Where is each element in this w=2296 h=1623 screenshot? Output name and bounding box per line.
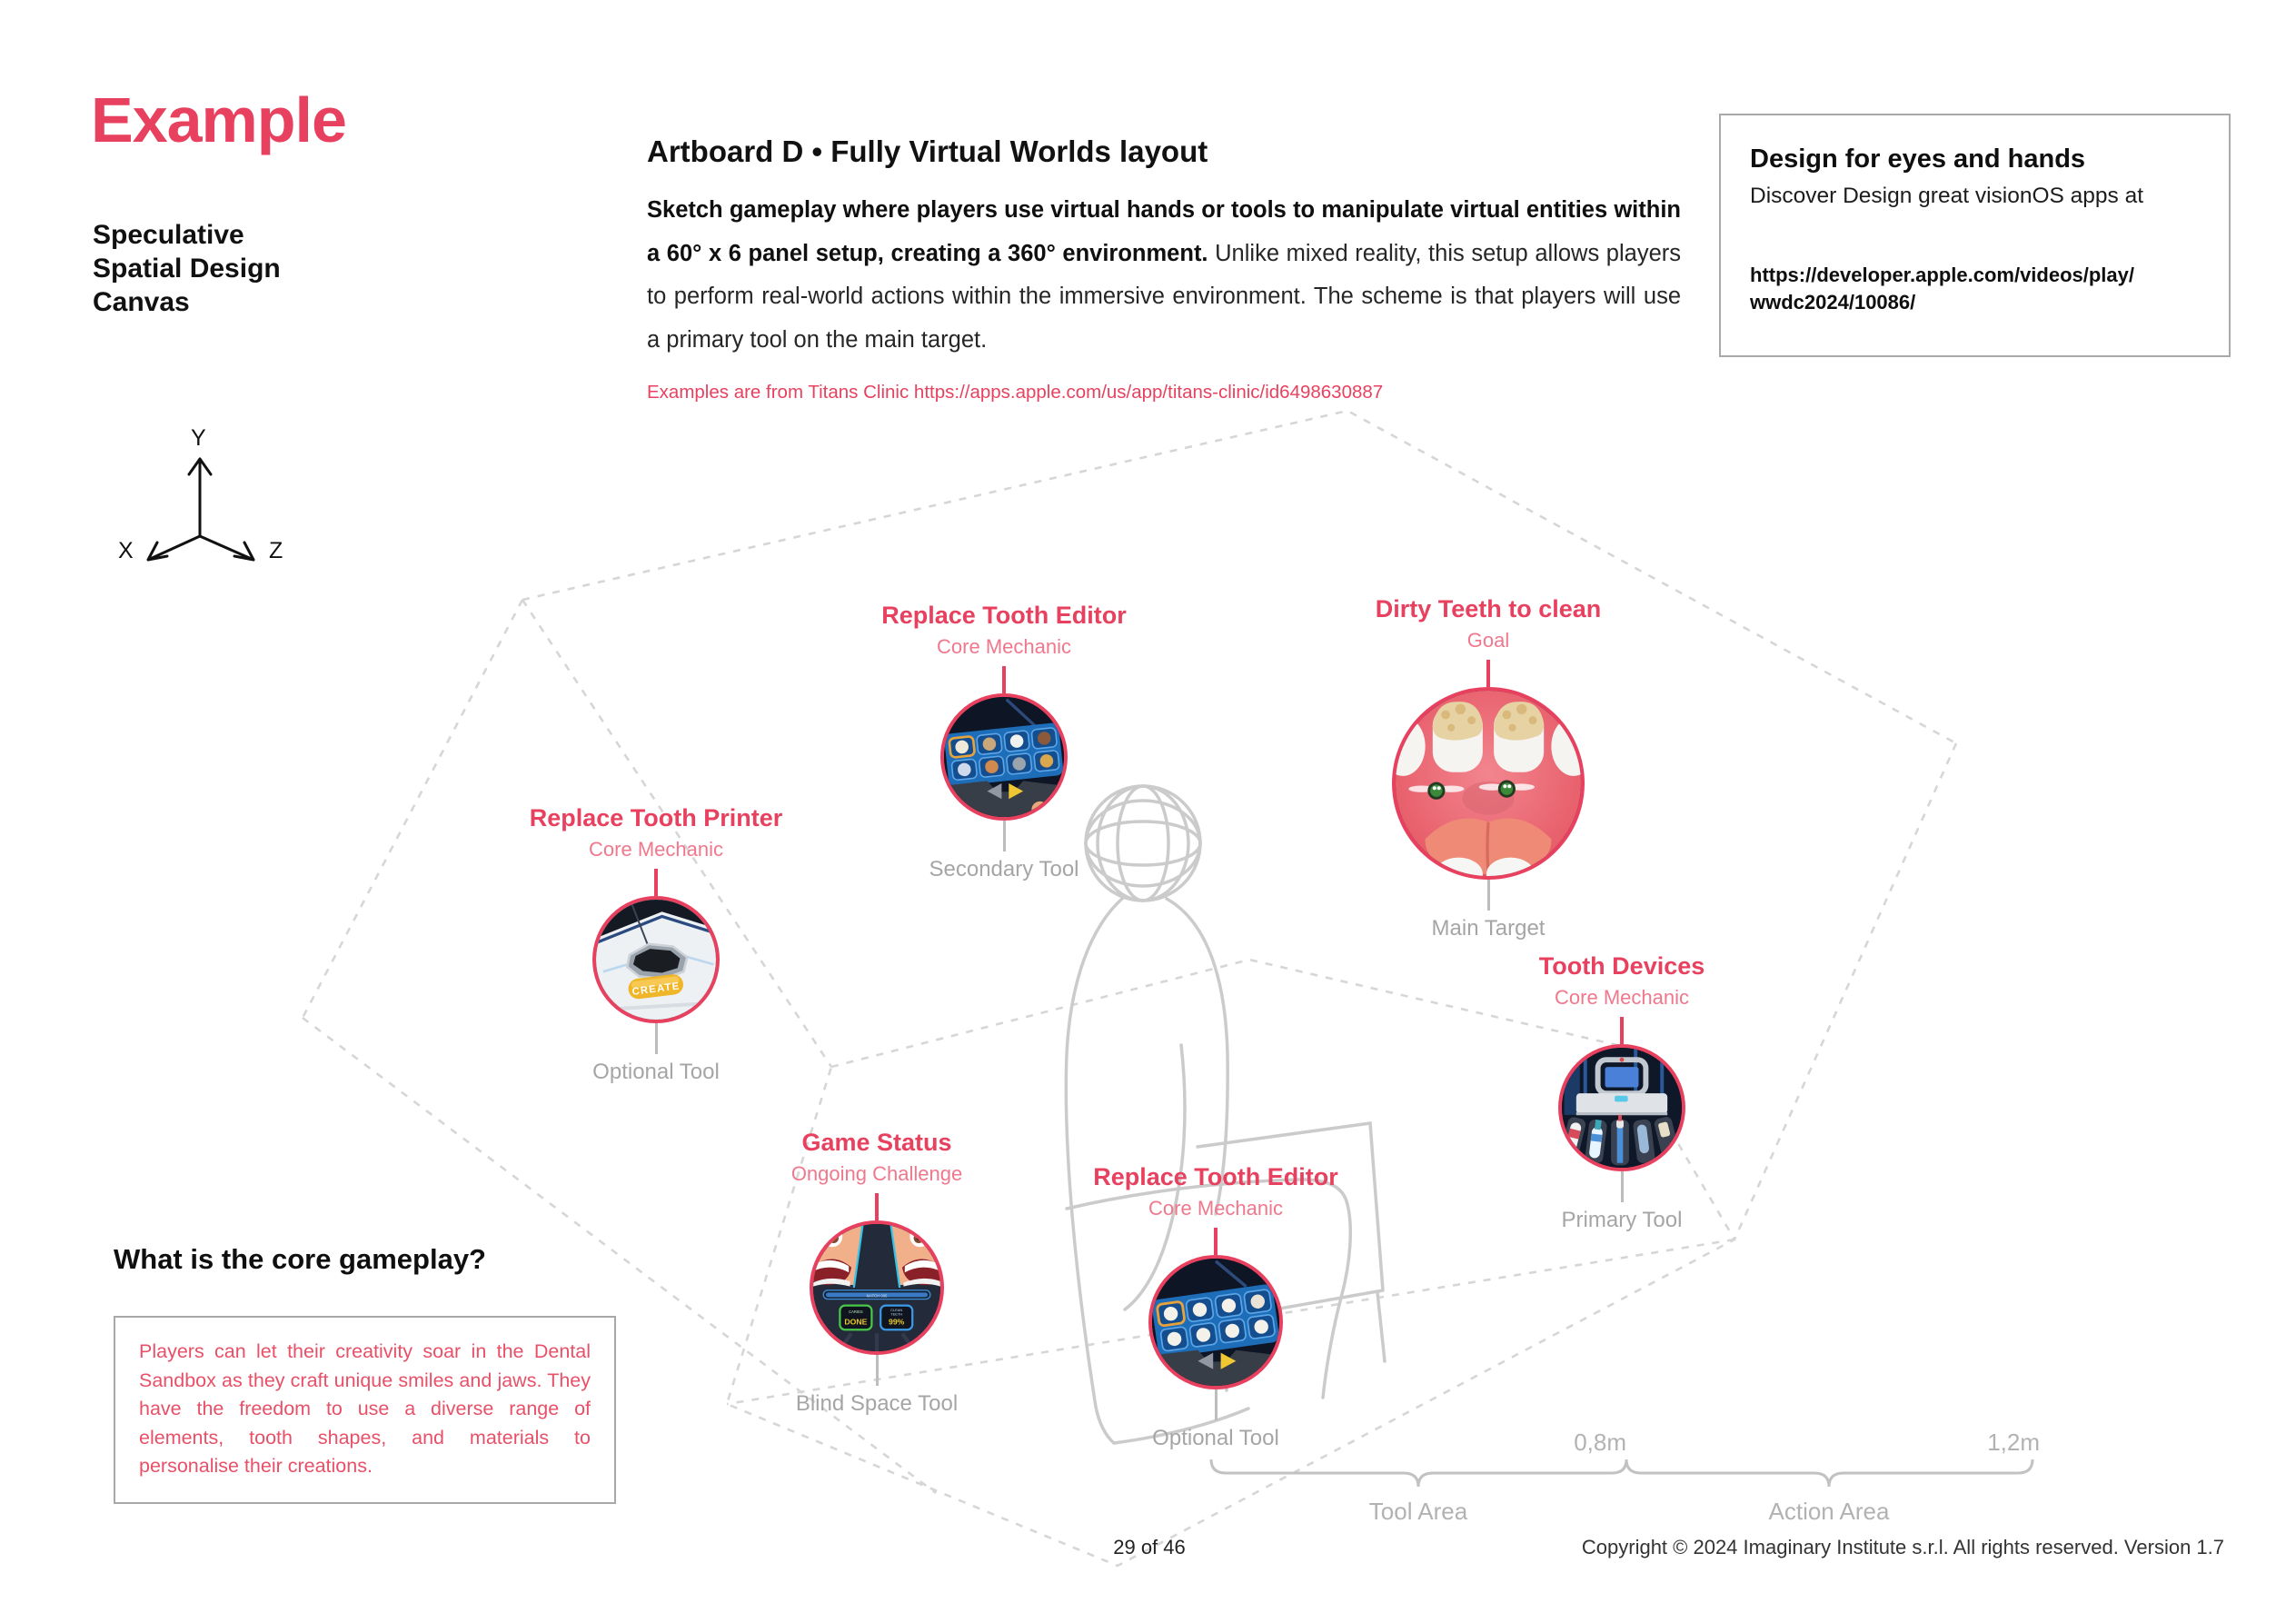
callout-subtitle: Core Mechanic bbox=[1555, 986, 1689, 1009]
callout-subtitle: Core Mechanic bbox=[937, 635, 1071, 658]
callout-title: Dirty Teeth to clean bbox=[1375, 595, 1602, 622]
callout-role: Main Target bbox=[1431, 916, 1546, 941]
callout-game-status bbox=[704, 1129, 1049, 1417]
connector-gray bbox=[1621, 1171, 1624, 1202]
tooth-tray-illustration bbox=[944, 697, 1064, 817]
status-panel-illustration bbox=[813, 1224, 940, 1351]
tool-area-width: 0,8m bbox=[1574, 1429, 1626, 1456]
connector-gray bbox=[655, 1023, 658, 1054]
info-box-link-line1[interactable]: https://developer.apple.com/videos/play/ bbox=[1750, 264, 2135, 286]
brand-subtitle-line2: Spatial Design bbox=[93, 254, 281, 284]
callout-title: Replace Tooth Editor bbox=[1093, 1163, 1338, 1190]
axis-y-label: Y bbox=[191, 425, 206, 451]
brand-title: Example bbox=[91, 85, 346, 155]
info-box-link[interactable] bbox=[1750, 262, 2200, 316]
artboard-title: Artboard D • Fully Virtual Worlds layout bbox=[647, 134, 1208, 168]
callout-replace-tooth-printer bbox=[483, 804, 829, 1085]
axis-gizmo bbox=[148, 459, 253, 560]
mouth-illustration bbox=[1396, 691, 1581, 876]
action-area-width: 1,2m bbox=[1987, 1429, 2040, 1456]
callout-subtitle: Ongoing Challenge bbox=[790, 1162, 963, 1185]
connector-accent bbox=[654, 869, 658, 896]
page-number: 29 of 46 bbox=[1113, 1536, 1186, 1558]
info-box-subtitle: Discover Design great visionOS apps at bbox=[1750, 184, 2144, 208]
callout-replace-tooth-editor-bottom bbox=[1043, 1163, 1388, 1451]
callout-replace-tooth-editor-top bbox=[831, 602, 1177, 882]
info-box-title: Design for eyes and hands bbox=[1750, 144, 2086, 174]
svg-text:CARIES: CARIES bbox=[849, 1309, 863, 1314]
game-status-thumbnail bbox=[810, 1220, 944, 1355]
tool-area-label: Tool Area bbox=[1368, 1498, 1468, 1525]
callout-role: Blind Space Tool bbox=[795, 1391, 959, 1416]
copyright-notice: Copyright © 2024 Imaginary Institute s.r.l. All rights reserved. Version 1.7 bbox=[1581, 1536, 2224, 1558]
scale-braces bbox=[1211, 1459, 2033, 1487]
gameplay-box bbox=[114, 1316, 616, 1504]
connector-accent bbox=[1620, 1017, 1624, 1044]
status-chip-clean-teeth bbox=[880, 1306, 912, 1330]
callout-tooth-devices bbox=[1449, 952, 1794, 1233]
callout-title: Tooth Devices bbox=[1538, 952, 1705, 980]
artboard-intro bbox=[647, 189, 1681, 362]
axis-x-label: X bbox=[118, 538, 134, 563]
callout-subtitle: Core Mechanic bbox=[1148, 1197, 1283, 1220]
examples-note-link[interactable]: Examples are from Titans Clinic https://apps.apple.com/us/app/titans-clinic/id6498630887 bbox=[647, 382, 1384, 403]
connector-accent bbox=[1486, 660, 1490, 687]
connector-accent bbox=[1002, 666, 1006, 693]
callout-title: Replace Tooth Editor bbox=[881, 602, 1127, 629]
connector-accent bbox=[1214, 1228, 1218, 1255]
tooth-editor-thumbnail bbox=[940, 693, 1068, 821]
devices-illustration bbox=[1562, 1048, 1682, 1168]
tooth-tray-illustration bbox=[1152, 1259, 1279, 1386]
svg-text:TEETH: TEETH bbox=[890, 1311, 903, 1317]
callout-title: Game Status bbox=[801, 1129, 952, 1156]
connector-accent bbox=[875, 1193, 879, 1220]
artboard-intro-regular: Unlike mixed reality, this setup allows players to perform real-world actions within the immersive environment. The scheme is that players will use a primary tool on the main target. bbox=[647, 240, 1682, 353]
gameplay-answer: Players can let their creativity soar in the Dental Sandbox as they craft unique smiles and jaws. They have the freedom to use a diverse range of elements, tooth shapes, and materials to personalise their creations. bbox=[139, 1340, 591, 1477]
printer-illustration bbox=[596, 900, 716, 1020]
connector-gray bbox=[1487, 880, 1490, 911]
info-box-link-line2[interactable]: wwdc2024/10086/ bbox=[1750, 291, 1916, 314]
callout-subtitle: Goal bbox=[1466, 629, 1510, 652]
tooth-editor-thumbnail bbox=[1148, 1255, 1283, 1389]
callout-dirty-teeth-goal bbox=[1316, 595, 1661, 941]
gameplay-question: What is the core gameplay? bbox=[114, 1243, 486, 1275]
dirty-mouth-thumbnail bbox=[1392, 687, 1585, 880]
connector-gray bbox=[1003, 821, 1006, 851]
svg-text:CLEAN: CLEAN bbox=[890, 1308, 903, 1313]
callout-role: Optional Tool bbox=[592, 1060, 720, 1084]
svg-text:99%: 99% bbox=[889, 1317, 905, 1327]
status-bar-label: MATCH 005 bbox=[866, 1293, 888, 1299]
svg-text:DONE: DONE bbox=[844, 1317, 868, 1327]
tooth-printer-thumbnail bbox=[592, 896, 720, 1023]
callout-role: Optional Tool bbox=[1152, 1426, 1279, 1450]
callout-role: Secondary Tool bbox=[929, 857, 1079, 881]
tooth-devices-thumbnail bbox=[1558, 1044, 1685, 1171]
connector-gray bbox=[1215, 1389, 1218, 1420]
brand-subtitle-line1: Speculative bbox=[93, 220, 244, 250]
callout-title: Replace Tooth Printer bbox=[529, 804, 783, 831]
callout-role: Primary Tool bbox=[1561, 1208, 1683, 1232]
callout-subtitle: Core Mechanic bbox=[589, 838, 723, 861]
action-area-label: Action Area bbox=[1768, 1498, 1890, 1525]
brand-subtitle-line3: Canvas bbox=[93, 287, 190, 317]
info-box bbox=[1719, 114, 2231, 357]
artboard-intro-bold: Sketch gameplay where players use virtual hands or tools to manipulate virtual entities within a 60° x 6 panel setup, creating a 360° environment. bbox=[647, 197, 1681, 266]
axis-z-label: Z bbox=[269, 538, 283, 563]
connector-gray bbox=[876, 1355, 879, 1386]
create-button-label: CREATE bbox=[631, 981, 681, 998]
status-chip-caries bbox=[840, 1306, 871, 1330]
